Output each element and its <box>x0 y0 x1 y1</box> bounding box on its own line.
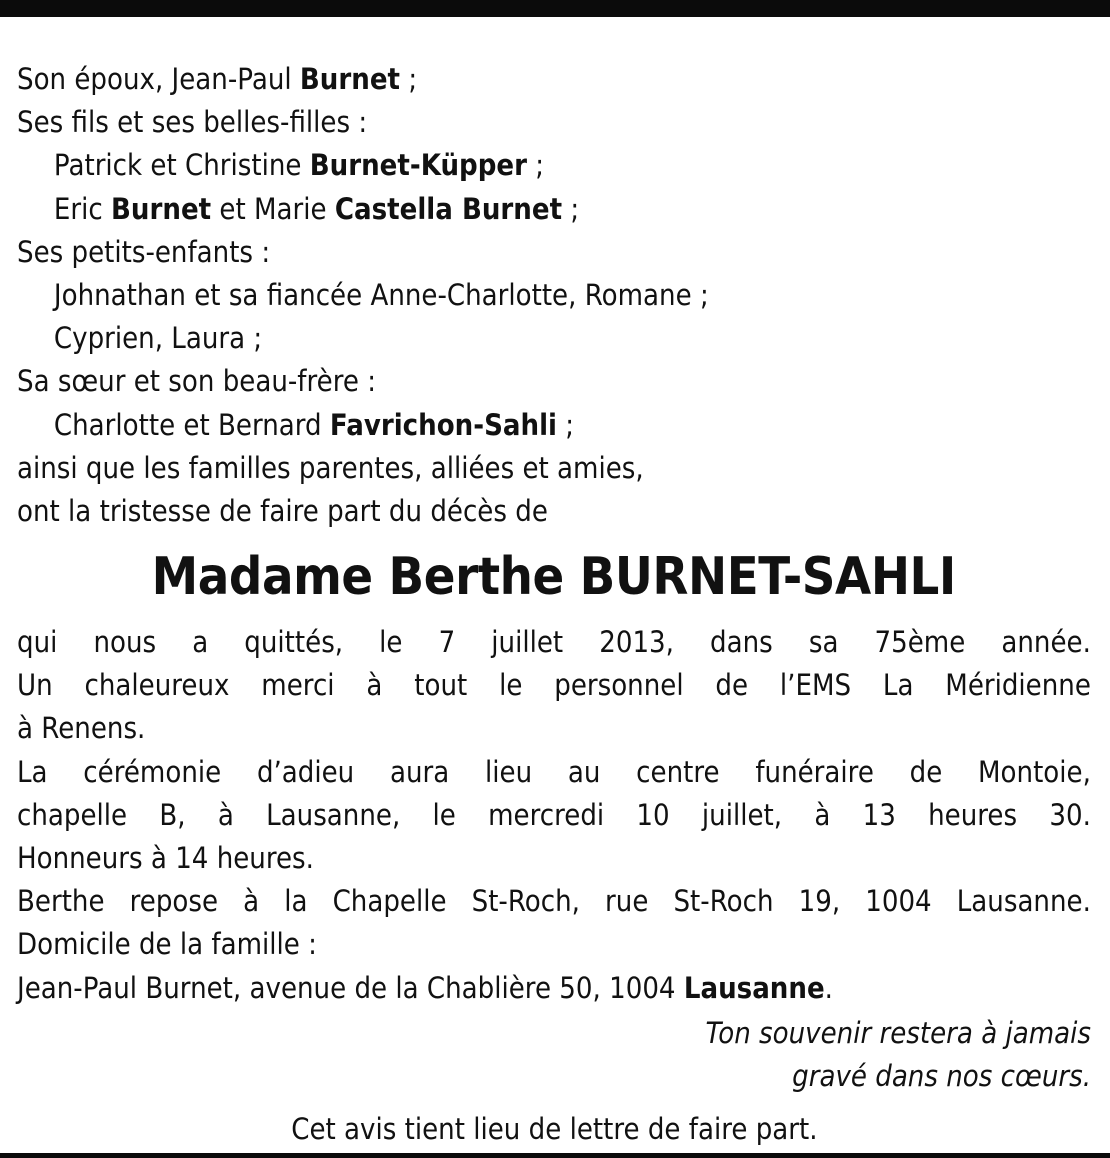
detail-ceremony-location: chapelle B, à Lausanne, le mercredi 10 juillet, à 13 heures 30. <box>17 797 1091 832</box>
notice-details <box>17 621 1091 1010</box>
deceased-name <box>17 533 1091 621</box>
text: Son époux, Jean-Paul <box>17 62 300 96</box>
text: Charlotte et Bernard <box>53 407 330 442</box>
family-line-grandchildren-1: Johnathan et sa fiancée Anne-Charlotte, Romane ; <box>53 277 709 312</box>
detail-thanks: Un chaleureux merci à tout le personnel de l’EMS La Méridienne <box>17 668 1091 703</box>
family-line-sons-heading: Ses fils et ses belles-filles : <box>17 105 368 140</box>
surname: Burnet-Küpper <box>309 148 527 183</box>
text: ; <box>526 148 545 183</box>
text: ; <box>562 191 580 226</box>
family-line-announcement: ont la tristesse de faire part du décès de <box>17 493 548 528</box>
footer-note <box>17 1108 1091 1151</box>
family-line-son-2 <box>17 188 984 231</box>
deceased-name-text: Madame Berthe BURNET-SAHLI <box>151 547 957 608</box>
family-line-sister-heading: Sa sœur et son beau-frère : <box>17 364 377 399</box>
text: . <box>824 970 833 1005</box>
detail-honours: Honneurs à 14 heures. <box>17 841 314 876</box>
surname: Burnet <box>111 191 212 226</box>
surname: Burnet <box>299 62 401 96</box>
text: ; <box>556 407 575 442</box>
text: Patrick et Christine <box>53 148 310 183</box>
footer-note-text: Cet avis tient lieu de lettre de faire part. <box>290 1112 818 1147</box>
family-line-son-1 <box>17 144 984 187</box>
text: et Marie <box>211 191 335 226</box>
city: Lausanne <box>683 970 825 1005</box>
detail-ceremony: La cérémonie d’adieu aura lieu au centre funéraire de Montoie, <box>17 754 1091 789</box>
closing-quote-line-1: Ton souvenir restera à jamais <box>705 1015 1091 1050</box>
detail-passing: qui nous a quittés, le 7 juillet 2013, dans sa 75ème année. <box>17 625 1091 660</box>
closing-quote <box>17 1012 1091 1098</box>
detail-rest-place: Berthe repose à la Chapelle St-Roch, rue St-Roch 19, 1004 Lausanne. <box>17 884 1091 919</box>
bottom-border-rule <box>0 1153 1110 1158</box>
text: Jean-Paul Burnet, avenue de la Chablière 50, 1004 <box>17 970 684 1005</box>
text: ; <box>400 62 418 96</box>
family-line-husband <box>17 58 984 101</box>
detail-domicile-heading: Domicile de la famille : <box>17 927 317 962</box>
family-line-relatives: ainsi que les familles parentes, alliées et amies, <box>17 450 644 485</box>
surname: Castella Burnet <box>334 191 563 226</box>
death-notice <box>17 58 1091 1152</box>
top-border-rule <box>0 0 1110 17</box>
detail-thanks-end: à Renens. <box>17 711 146 746</box>
closing-quote-line-2: gravé dans nos cœurs. <box>792 1059 1091 1094</box>
detail-domicile-address <box>17 967 1091 1010</box>
family-line-sister <box>17 404 984 447</box>
surname: Favrichon-Sahli <box>329 407 557 442</box>
family-line-grandchildren-2: Cyprien, Laura ; <box>53 321 263 356</box>
family-line-grandchildren-heading: Ses petits-enfants : <box>17 234 271 269</box>
text: Eric <box>53 191 112 226</box>
